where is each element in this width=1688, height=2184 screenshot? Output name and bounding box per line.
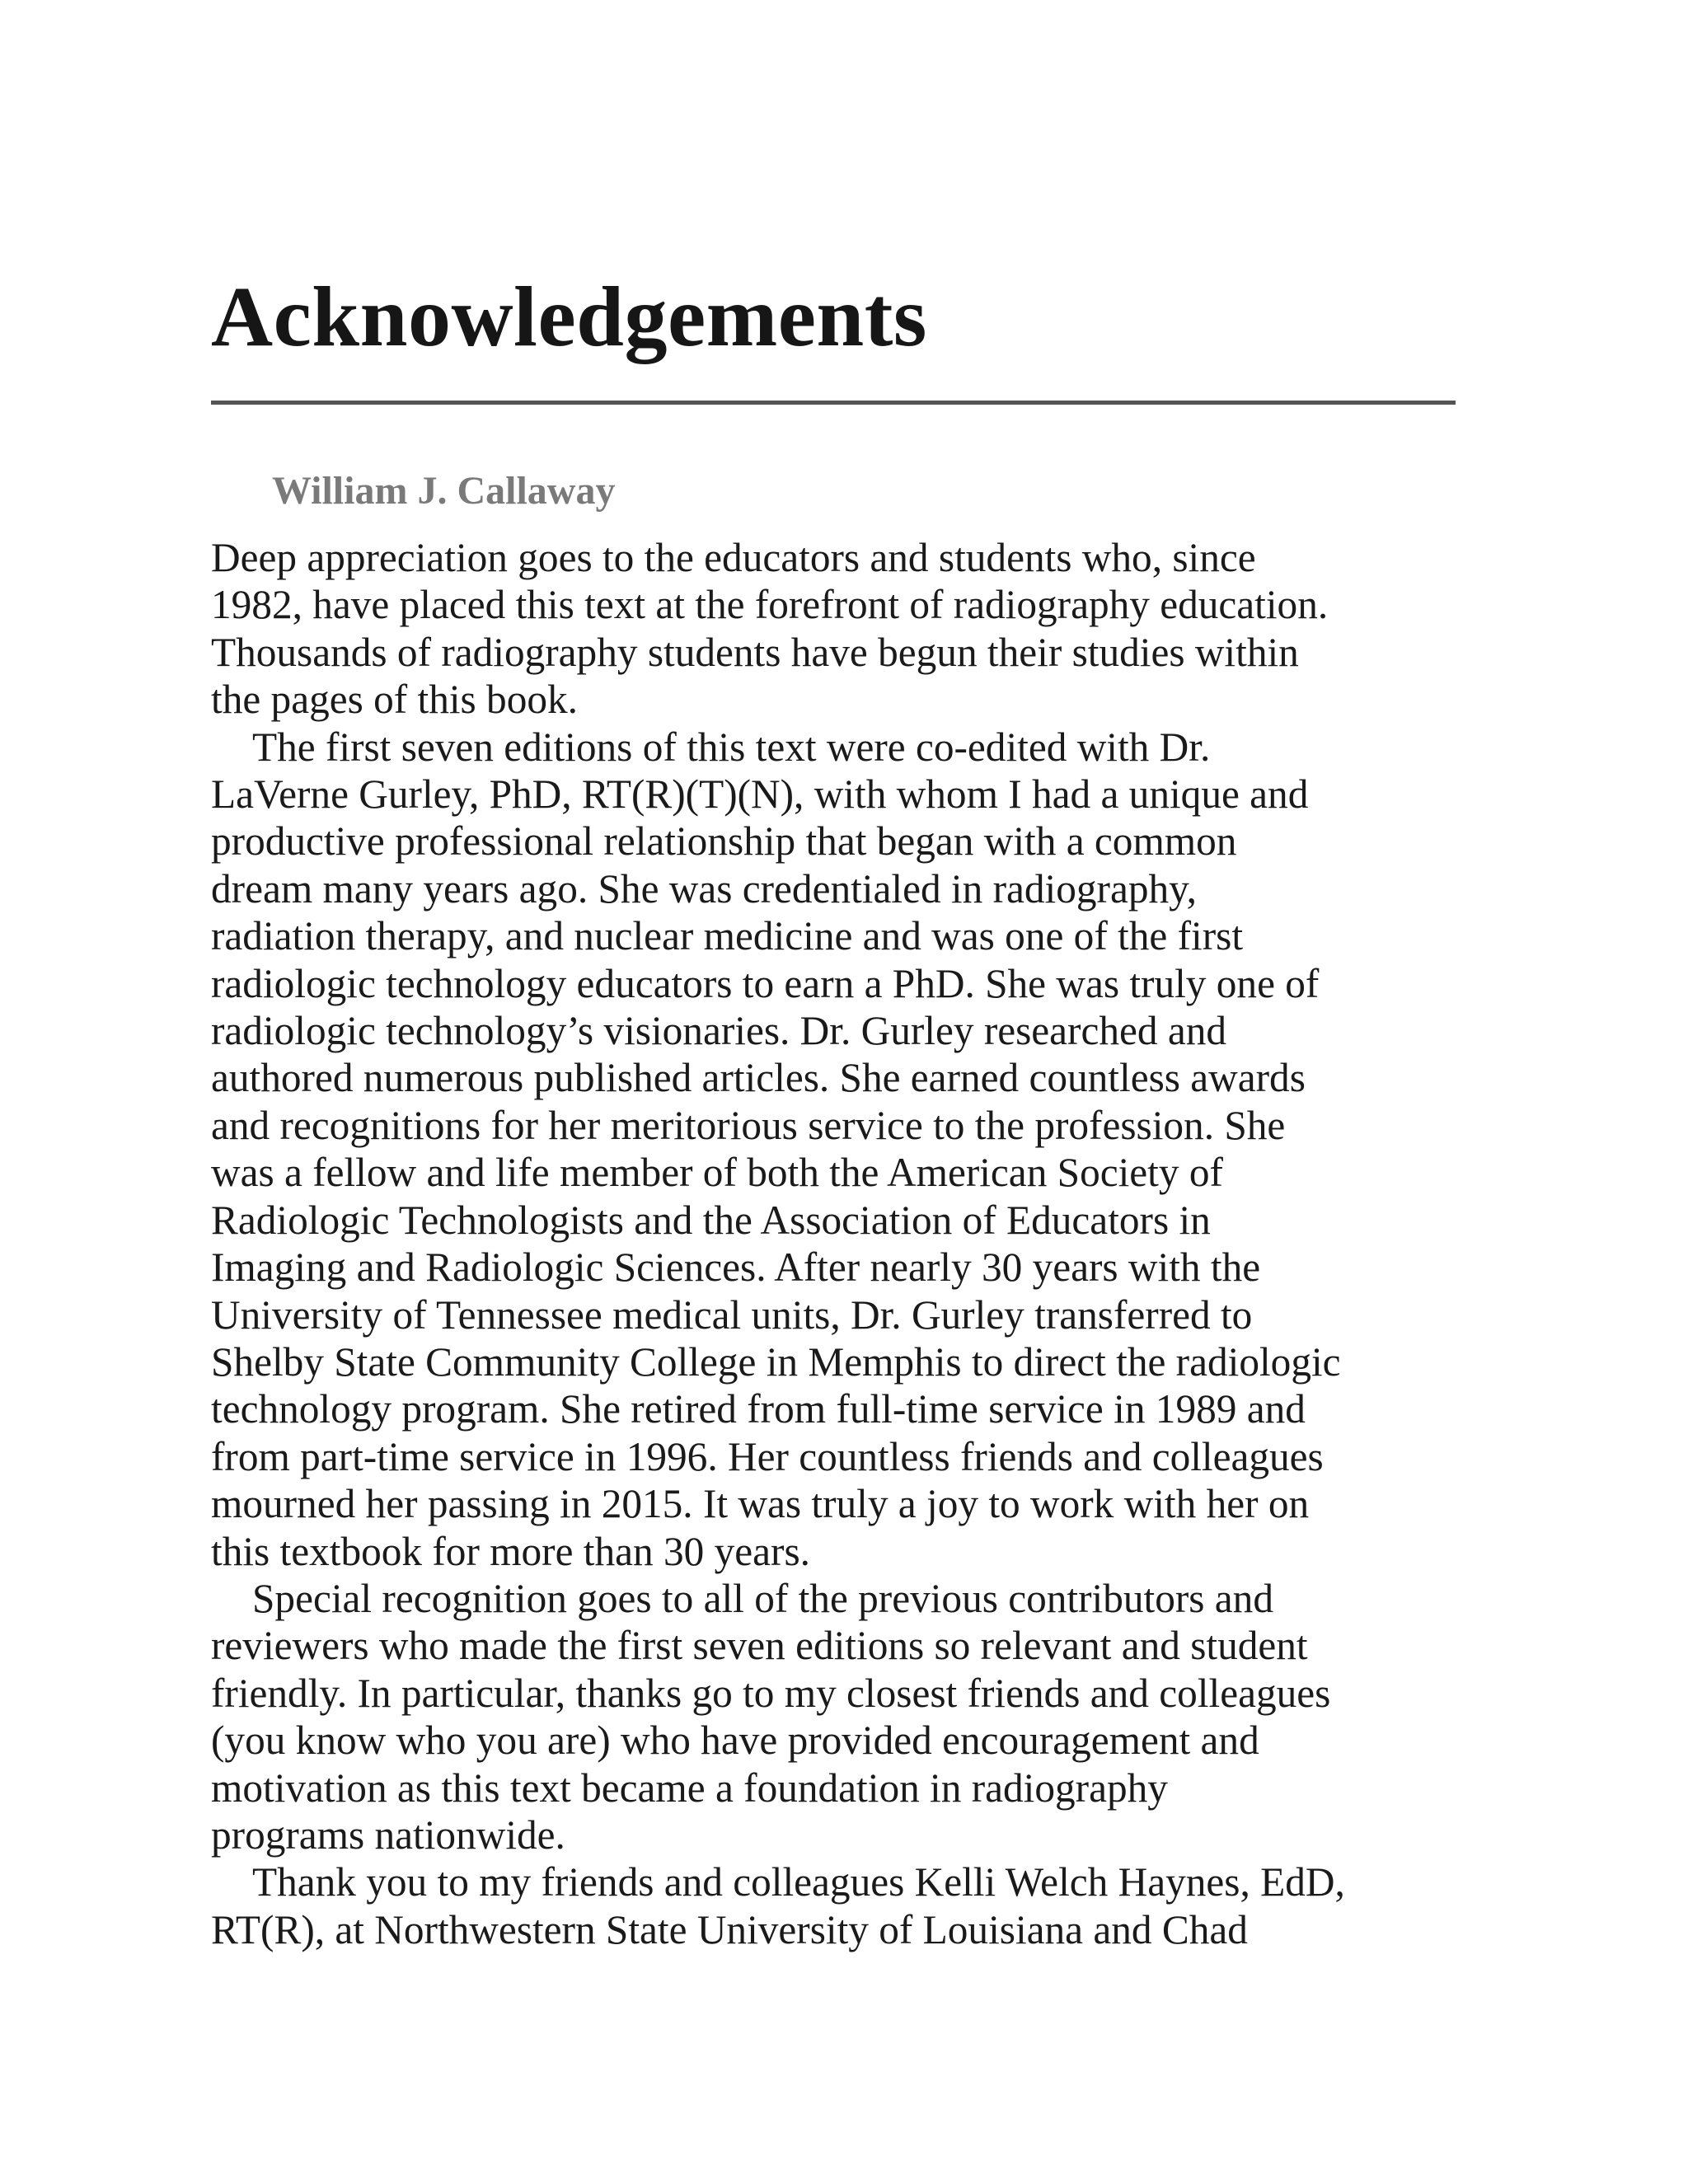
text-line: University of Tennessee medical units, Dr. Gurley transferred to xyxy=(211,1291,1253,1338)
text-line: productive professional relationship that began with a common xyxy=(211,818,1237,865)
text-line: The first seven editions of this text were co-edited with Dr. xyxy=(252,724,1211,770)
text-line: programs nationwide. xyxy=(211,1811,565,1858)
text-line: motivation as this text became a foundation in radiography xyxy=(211,1765,1168,1811)
text-line: the pages of this book. xyxy=(211,677,578,723)
text-line: Imaging and Radiologic Sciences. After nearly 30 years with the xyxy=(211,1244,1261,1291)
text-line: friendly. In particular, thanks go to my closest friends and colleagues xyxy=(211,1670,1331,1716)
page-title: Acknowledgements xyxy=(211,269,927,364)
text-line: RT(R), at Northwestern State University of Louisiana and Chad xyxy=(211,1906,1248,1952)
text-line: this textbook for more than 30 years. xyxy=(211,1528,810,1574)
text-line: Deep appreciation goes to the educators and students who, since xyxy=(211,535,1256,580)
text-line: Radiologic Technologists and the Association of Educators in xyxy=(211,1197,1211,1243)
text-line: 1982, have placed this text at the forefront of radiography education. xyxy=(211,582,1329,628)
text-line: from part-time service in 1996. Her countless friends and colleagues xyxy=(211,1433,1324,1479)
text-line: authored numerous published articles. She earned countless awards xyxy=(211,1055,1306,1101)
paragraph-1 xyxy=(211,534,1456,724)
text-line: technology program. She retired from full-time service in 1989 and xyxy=(211,1386,1306,1432)
text-line: Special recognition goes to all of the previous contributors and xyxy=(252,1575,1273,1621)
text-line: Shelby State Community College in Memphis to direct the radiologic xyxy=(211,1338,1341,1385)
text-line: and recognitions for her meritorious service to the profession. She xyxy=(211,1102,1286,1148)
text-line: (you know who you are) who have provided encouragement and xyxy=(211,1718,1259,1764)
paragraph-2 xyxy=(211,724,1456,1575)
text-line: was a fellow and life member of both the American Society of xyxy=(211,1150,1223,1196)
paragraph-4 xyxy=(211,1858,1456,1953)
author-name: William J. Callaway xyxy=(272,469,616,513)
text-line: Thank you to my friends and colleagues Kelli Welch Haynes, EdD, xyxy=(252,1859,1345,1905)
text-line: dream many years ago. She was credentialed in radiography, xyxy=(211,865,1197,912)
text-line: radiologic technology educators to earn a PhD. She was truly one of xyxy=(211,960,1320,1006)
text-line: mourned her passing in 2015. It was truly a joy to work with her on xyxy=(211,1481,1310,1527)
text-line: reviewers who made the first seven editions so relevant and student xyxy=(211,1623,1308,1669)
text-line: radiation therapy, and nuclear medicine and was one of the first xyxy=(211,913,1244,959)
paragraph-3 xyxy=(211,1575,1456,1858)
text-line: radiologic technology’s visionaries. Dr. Gurley researched and xyxy=(211,1008,1227,1054)
text-line: LaVerne Gurley, PhD, RT(R)(T)(N), with whom I had a unique and xyxy=(211,771,1309,818)
text-line: Thousands of radiography students have begun their studies within xyxy=(211,629,1299,675)
title-divider xyxy=(211,401,1456,405)
body-text xyxy=(211,534,1456,1953)
